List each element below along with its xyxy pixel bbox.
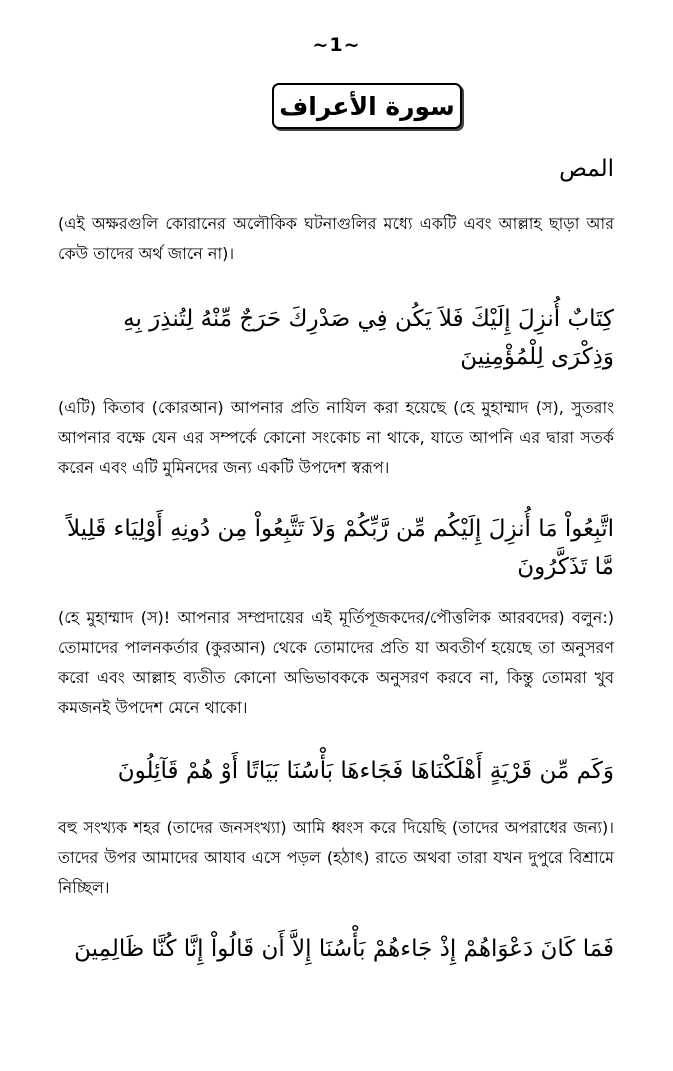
verse-3-translation: (হে মুহাম্মাদ (স)! আপনার সম্প্রদায়ের এই মূর্তিপূজকদের/পৌত্তলিক আরবদের) বলুন:) তোমাদের পালনকর্তার (কুরআন) থেকে তোমাদের প্রতি যা অবতীর্ণ হয়েছে তা অনুসরণ করো এবং আল্লাহ ব্যতীত কোনো অভিভাবককে অনুসরণ করবে না, কিন্তু তোমরা খুব কমজনই উপদেশ মেনে থাকো। — [58, 608, 614, 717]
verse-4-arabic: وَكَم مِّن قَرْيَةٍ أَهْلَكْنَاهَا فَجَاءهَا بَأْسُنَا بَيَاتًا أَوْ هُمْ قَآئِلُونَ — [117, 758, 614, 784]
page-number: ~1~ — [312, 34, 361, 56]
verse-2-translation: (এটি) কিতাব (কোরআন) আপনার প্রতি নাযিল করা হয়েছে (হে মুহাম্মাদ (স), সুতরাং আপনার বক্ষে যেন এর সম্পর্কে কোনো সংকোচ না থাকে, যাতে আপনি এর দ্বারা সতর্ক করেন এবং এটি মুমিনদের জন্য একটি উপদেশ স্বরূপ। — [58, 398, 614, 477]
surah-title: سورة الأعراف — [279, 91, 455, 121]
verse-5-arabic: فَمَا كَانَ دَعْوَاهُمْ إِذْ جَاءهُمْ بَأْسُنَا إِلاَّ أَن قَالُواْ إِنَّا كُنَّا ظَالِمِينَ — [74, 936, 614, 962]
verse-1-arabic: المص — [559, 156, 614, 182]
verse-4-translation: বহু সংখ্যক শহর (তাদের জনসংখ্যা) আমি ধ্বংস করে দিয়েছি (তাদের অপরাধের জন্য)। তাদের উপর আমাদের আযাব এসে পড়ল (হঠাৎ) রাতে অথবা তারা যখন দুপুরে বিশ্রামে নিচ্ছিল। — [58, 818, 614, 897]
verse-3-arabic: اتَّبِعُواْ مَا أُنزِلَ إِلَيْكُم مِّن رَّبِّكُمْ وَلاَ تَتَّبِعُواْ مِن دُونِهِ أَوْلِيَاء قَلِيلاً مَّا تَذَكَّرُونَ — [66, 516, 614, 580]
surah-title-box — [272, 83, 462, 129]
verse-1-translation: (এই অক্ষরগুলি কোরানের অলৌকিক ঘটনাগুলির মধ্যে একটি এবং আল্লাহ ছাড়া আর কেউ তাদের অর্থ জানে না)। — [58, 214, 614, 263]
verse-2-arabic: كِتَابٌ أُنزِلَ إِلَيْكَ فَلاَ يَكُن فِي صَدْرِكَ حَرَجٌ مِّنْهُ لِتُنذِرَ بِهِ وَذِكْرَى لِلْمُؤْمِنِينَ — [123, 306, 614, 370]
